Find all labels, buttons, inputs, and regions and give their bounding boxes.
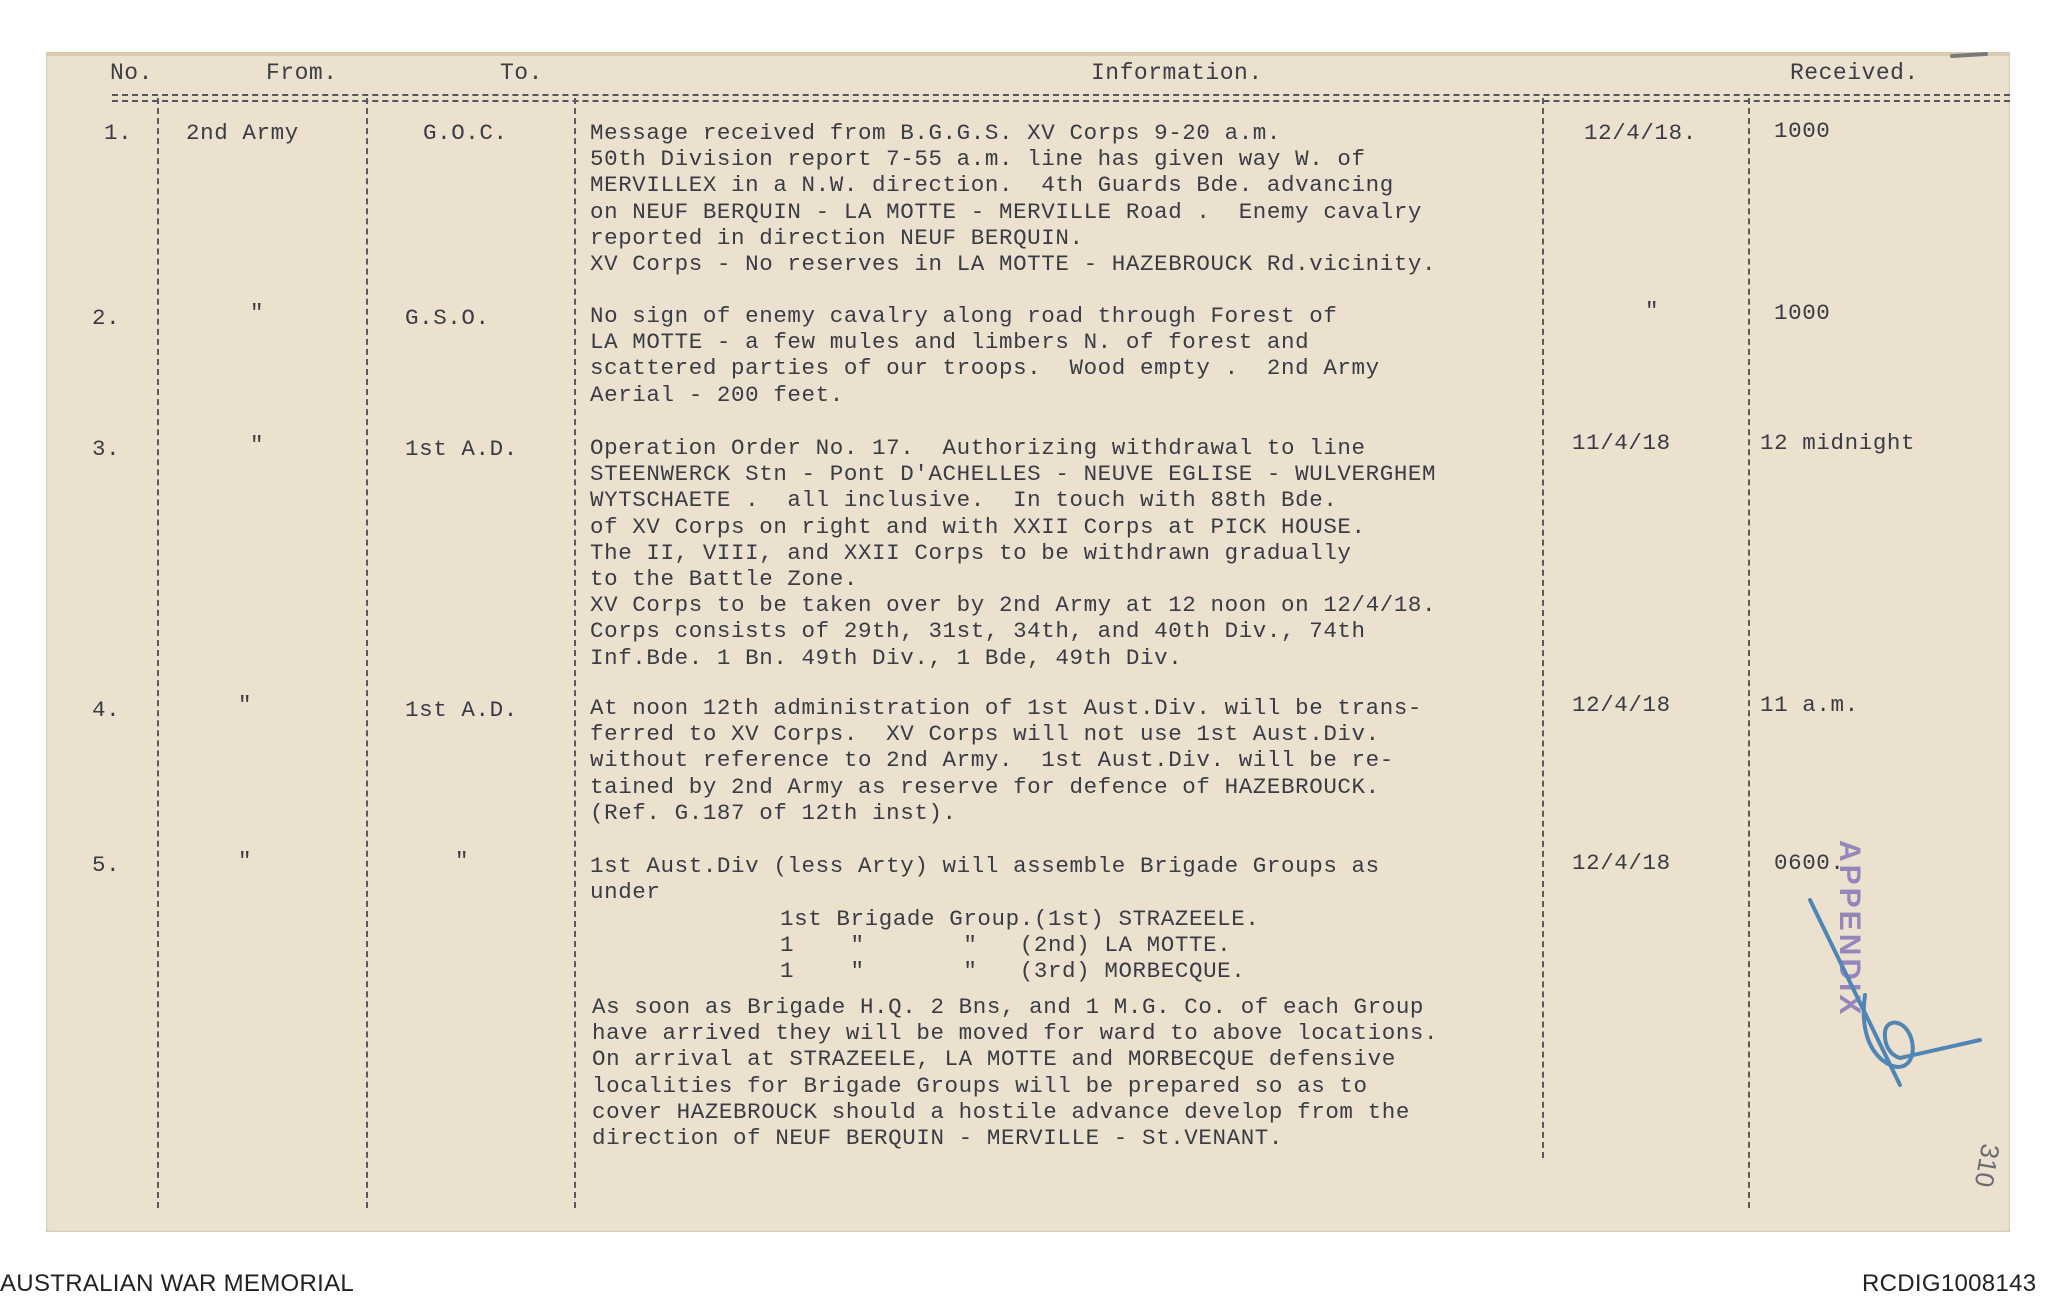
entry-5-no: 5. [92,852,121,878]
folio-number: 310 [1968,1141,2006,1190]
entry-4-date: 12/4/18 [1572,692,1671,718]
entry-4-to: 1st A.D. [405,697,518,723]
entry-4-no: 4. [92,697,121,723]
entry-2-from: " [250,300,265,326]
header-from: From. [266,60,338,86]
paper-top-edge [46,52,2010,56]
header-received: Received. [1790,60,1919,86]
column-divider-date [1542,98,1544,1158]
entry-5-information: 1st Aust.Div (less Arty) will assemble Brigade Groups as under [590,853,1380,906]
footer-institution: AUSTRALIAN WAR MEMORIAL [0,1270,355,1297]
entry-3-date: 11/4/18 [1572,430,1671,456]
appendix-stamp: APPENDIX [1833,840,1866,1018]
column-divider-info [1748,98,1750,1208]
entry-1-information: Message received from B.G.G.S. XV Corps 9-20 a.m. 50th Division report 7-55 a.m. line has given way W. of MERVILLEX in a N.W. direction. 4th Guards Bde. advancing on NEUF BERQUIN - LA MOTTE - MERVILLE Road . Enemy cavalry reported in direction NEUF BERQUIN. XV Corps - No reserves in LA MOTTE - HAZEBROUCK Rd.vicinity. [590,120,1437,278]
header-to: To. [500,60,543,86]
entry-4-from: " [238,692,253,718]
entry-3-no: 3. [92,436,121,462]
column-divider-no [157,98,159,1208]
entry-1-received: 1000 [1774,118,1831,144]
entry-1-no: 1. [104,120,133,146]
entry-4-received: 11 a.m. [1760,692,1859,718]
entry-5-brigade-groups: 1st Brigade Group.(1st) STRAZEELE. 1 " " (2nd) LA MOTTE. 1 " " (3rd) MORBECQUE. [780,906,1260,985]
pencil-mark [1950,50,1990,62]
entry-2-date: " [1645,298,1660,324]
entry-5-received: 0600. [1774,850,1845,876]
column-divider-from [366,98,368,1208]
entry-5-from: " [238,848,253,874]
entry-4-information: At noon 12th administration of 1st Aust.Div. will be trans- ferred to XV Corps. XV Corps will not use 1st Aust.Div. without reference to 2nd Army. 1st Aust.Div. will be re- tained by 2nd Army as reserve for defence of HAZEBROUCK. (Ref. G.187 of 12th inst). [590,695,1423,826]
entry-1-from: 2nd Army [186,120,299,146]
entry-5-information-continued: As soon as Brigade H.Q. 2 Bns, and 1 M.G. Co. of each Group have arrived they will be moved for ward to above locations. On arrival at STRAZEELE, LA MOTTE and MORBECQUE defensive localities for Brigade Groups will be prepared so as to cover HAZEBROUCK should a hostile advance develop from the direction of NEUF BERQUIN - MERVILLE - St.VENANT. [592,994,1439,1152]
header-information: Information. [1091,60,1263,86]
pencil-annotation-16 [1790,880,1990,1110]
footer-catalogue-id: RCDIG1008143 [1862,1270,2037,1297]
entry-2-received: 1000 [1774,300,1831,326]
entry-3-information: Operation Order No. 17. Authorizing withdrawal to line STEENWERCK Stn - Pont D'ACHELLES - NEUVE EGLISE - WULVERGHEM WYTSCHAETE . all inclusive. In touch with 88th Bde. of XV Corps on right and with XXII Corps at PICK HOUSE. The II, VIII, and XXII Corps to be withdrawn gradually to the Battle Zone. XV Corps to be taken over by 2nd Army at 12 noon on 12/4/18. Corps consists of 29th, 31st, 34th, and 40th Div., 74th Inf.Bde. 1 Bn. 49th Div., 1 Bde, 49th Div. [590,435,1437,671]
entry-1-to: G.O.C. [423,120,508,146]
entry-3-from: " [250,432,265,458]
entry-5-date: 12/4/18 [1572,850,1671,876]
column-divider-to [574,98,576,1208]
entry-2-to: G.S.O. [405,305,490,331]
entry-3-to: 1st A.D. [405,436,518,462]
entry-1-date: 12/4/18. [1584,120,1697,146]
header-rule-top [112,94,2010,96]
entry-2-no: 2. [92,305,121,331]
header-no: No. [110,60,153,86]
entry-3-received: 12 midnight [1760,430,1916,456]
annotation-text: 16 [1790,880,1792,881]
entry-5-to: " [455,848,470,874]
header-rule-bottom [112,100,2010,102]
entry-2-information: No sign of enemy cavalry along road through Forest of LA MOTTE - a few mules and limbers N. of forest and scattered parties of our troops. Wood empty . 2nd Army Aerial - 200 feet. [590,303,1380,408]
